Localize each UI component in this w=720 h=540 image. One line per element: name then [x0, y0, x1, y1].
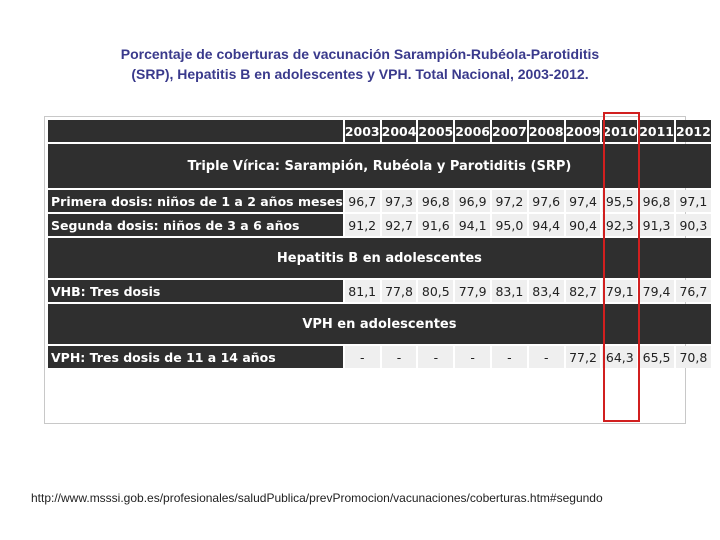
year-header-2012: 2012 — [676, 120, 711, 142]
year-header-2008: 2008 — [529, 120, 564, 142]
value-cell-2010: 79,1 — [602, 280, 637, 302]
title-line-2: (SRP), Hepatitis B en adolescentes y VPH. Total Nacional, 2003-2012. — [131, 66, 589, 82]
year-header-2007: 2007 — [492, 120, 527, 142]
year-header-2009: 2009 — [566, 120, 601, 142]
year-header-2003: 2003 — [345, 120, 380, 142]
value-cell-2009: 77,2 — [566, 346, 601, 368]
value-cell-2007: 95,0 — [492, 214, 527, 236]
header-blank-cell — [48, 120, 343, 142]
row-label: VPH: Tres dosis de 11 a 14 años — [48, 346, 343, 368]
value-cell-2006: 96,9 — [455, 190, 490, 212]
value-cell-2011: 96,8 — [639, 190, 674, 212]
value-cell-2003: 96,7 — [345, 190, 380, 212]
row-label: Segunda dosis: niños de 3 a 6 años — [48, 214, 343, 236]
year-header-2011: 2011 — [639, 120, 674, 142]
value-cell-2009: 90,4 — [566, 214, 601, 236]
value-cell-2005: 96,8 — [418, 190, 453, 212]
section-heading: Triple Vírica: Sarampión, Rubéola y Parotiditis (SRP) — [48, 144, 711, 188]
value-cell-2011: 91,3 — [639, 214, 674, 236]
value-cell-2012: 76,7 — [676, 280, 711, 302]
table-row — [48, 214, 711, 236]
value-cell-2007: 97,2 — [492, 190, 527, 212]
value-cell-2004: 97,3 — [382, 190, 417, 212]
value-cell-2012: 90,3 — [676, 214, 711, 236]
value-cell-2003: - — [345, 346, 380, 368]
year-header-2010: 2010 — [602, 120, 637, 142]
table-row — [48, 280, 711, 302]
value-cell-2003: 91,2 — [345, 214, 380, 236]
value-cell-2006: - — [455, 346, 490, 368]
value-cell-2005: 80,5 — [418, 280, 453, 302]
year-header-2005: 2005 — [418, 120, 453, 142]
value-cell-2004: - — [382, 346, 417, 368]
value-cell-2010: 95,5 — [602, 190, 637, 212]
table-header-row — [48, 120, 711, 142]
year-header-2006: 2006 — [455, 120, 490, 142]
section-header-row — [48, 238, 711, 278]
source-url[interactable]: http://www.msssi.gob.es/profesionales/saludPublica/prevPromocion/vacunaciones/coberturas.htm#segundo — [31, 491, 603, 505]
value-cell-2008: 94,4 — [529, 214, 564, 236]
section-header-row — [48, 304, 711, 344]
value-cell-2004: 92,7 — [382, 214, 417, 236]
value-cell-2005: 91,6 — [418, 214, 453, 236]
section-heading: VPH en adolescentes — [48, 304, 711, 344]
value-cell-2012: 97,1 — [676, 190, 711, 212]
section-heading: Hepatitis B en adolescentes — [48, 238, 711, 278]
page-title — [60, 44, 660, 84]
value-cell-2007: 83,1 — [492, 280, 527, 302]
row-label: Primera dosis: niños de 1 a 2 años meses — [48, 190, 343, 212]
value-cell-2009: 97,4 — [566, 190, 601, 212]
row-label: VHB: Tres dosis — [48, 280, 343, 302]
value-cell-2008: 83,4 — [529, 280, 564, 302]
value-cell-2011: 79,4 — [639, 280, 674, 302]
table-row — [48, 190, 711, 212]
value-cell-2006: 94,1 — [455, 214, 490, 236]
value-cell-2008: 97,6 — [529, 190, 564, 212]
title-line-1: Porcentaje de coberturas de vacunación Sarampión-Rubéola-Parotiditis — [120, 46, 600, 62]
value-cell-2004: 77,8 — [382, 280, 417, 302]
value-cell-2012: 70,8 — [676, 346, 711, 368]
coverage-table — [46, 118, 713, 370]
value-cell-2010: 92,3 — [602, 214, 637, 236]
value-cell-2005: - — [418, 346, 453, 368]
coverage-table-frame — [44, 116, 711, 424]
value-cell-2006: 77,9 — [455, 280, 490, 302]
value-cell-2010: 64,3 — [602, 346, 637, 368]
table-row — [48, 346, 711, 368]
value-cell-2011: 65,5 — [639, 346, 674, 368]
value-cell-2008: - — [529, 346, 564, 368]
year-header-2004: 2004 — [382, 120, 417, 142]
section-header-row — [48, 144, 711, 188]
value-cell-2007: - — [492, 346, 527, 368]
value-cell-2003: 81,1 — [345, 280, 380, 302]
value-cell-2009: 82,7 — [566, 280, 601, 302]
